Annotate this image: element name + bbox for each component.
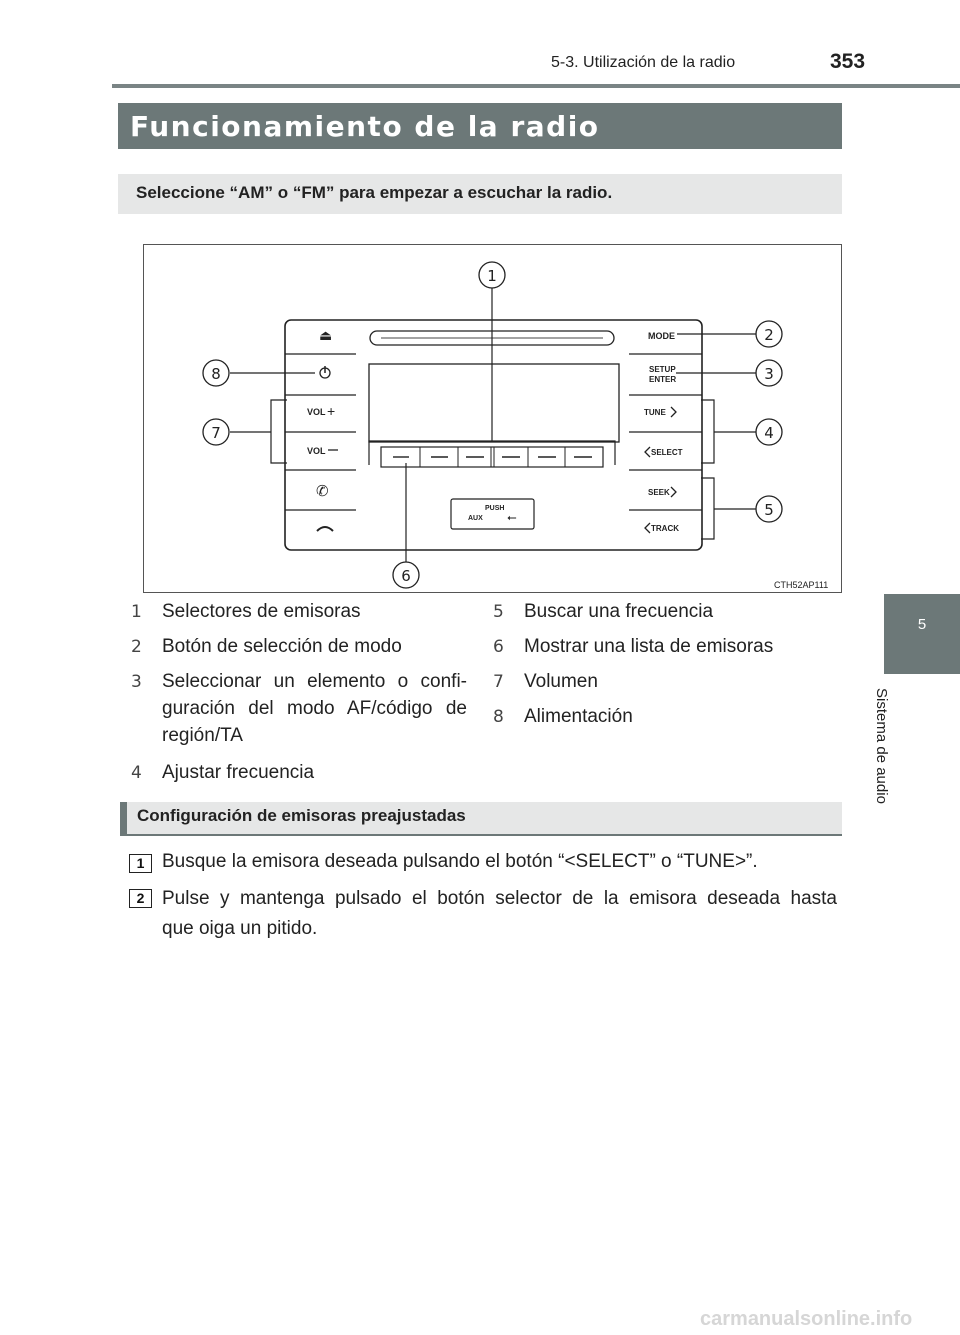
mode-button-label[interactable]: MODE	[648, 331, 675, 341]
chevron-left-icon	[645, 447, 650, 457]
legend-num: 7	[493, 672, 504, 692]
chapter-label-text: Sistema de audio	[873, 688, 890, 804]
legend-num: 4	[131, 763, 142, 783]
seek-button-label[interactable]: SEEK	[648, 488, 670, 497]
page-title: Funcionamiento de la radio	[130, 110, 600, 143]
callout-8: 8	[211, 365, 221, 383]
hang-up-icon[interactable]	[317, 527, 333, 531]
tune-button-label[interactable]: TUNE	[644, 408, 666, 417]
legend-item: Buscar una frecuencia	[524, 601, 714, 622]
running-header: 5-3. Utilización de la radio	[551, 54, 736, 71]
chevron-right-icon	[671, 487, 676, 497]
legend-num: 2	[131, 637, 142, 657]
legend-item: Botón de selección de modo	[162, 636, 402, 657]
radio-figure	[143, 244, 842, 593]
vol-up-label[interactable]: VOL	[307, 407, 326, 417]
legend-item: Selectores de emisoras	[162, 601, 361, 622]
preset-buttons[interactable]	[381, 447, 603, 467]
step-number: 1	[129, 854, 152, 873]
section-bar-accent	[120, 802, 127, 834]
callout-3: 3	[764, 365, 774, 383]
header-rule	[112, 84, 960, 88]
eject-icon[interactable]: ⏏	[319, 327, 333, 343]
legend-item: Volumen	[524, 671, 598, 692]
legend-num: 1	[131, 602, 142, 622]
track-button-label[interactable]: TRACK	[651, 524, 679, 533]
legend-item: Mostrar una lista de emisoras	[524, 636, 774, 657]
legend-num: 8	[493, 707, 504, 727]
usb-icon: ⭠	[507, 510, 517, 524]
phone-icon[interactable]: ✆	[316, 483, 329, 500]
callout-1: 1	[487, 267, 497, 285]
chevron-right-icon	[671, 407, 676, 417]
chevron-left-icon	[645, 523, 650, 533]
aux-usb-port[interactable]	[451, 499, 534, 529]
legend-item-line: Seleccionar un elemento o confi-	[162, 671, 467, 692]
display-screen	[369, 364, 619, 442]
select-button-label[interactable]: SELECT	[651, 448, 683, 457]
legend-num: 5	[493, 602, 504, 622]
legend-item: Ajustar frecuencia	[162, 762, 315, 783]
setup-label[interactable]: SETUP	[649, 365, 676, 374]
intro-text: Seleccione “AM” o “FM” para empezar a escuchar la radio.	[136, 183, 613, 202]
step-text: Busque la emisora deseada pulsando el botón “<SELECT” o “TUNE>”.	[162, 851, 758, 872]
legend-num: 6	[493, 637, 504, 657]
callout-6: 6	[401, 567, 411, 585]
step-number: 2	[129, 889, 152, 908]
enter-label[interactable]: ENTER	[649, 375, 677, 384]
legend-item-line: región/TA	[162, 725, 243, 746]
chapter-label	[873, 688, 902, 823]
aux-label: AUX	[468, 515, 483, 522]
page-number: 353	[830, 50, 866, 73]
plus-icon: +	[327, 403, 336, 419]
vol-down-label[interactable]: VOL	[307, 446, 326, 456]
push-label: PUSH	[485, 505, 505, 512]
step-text: que oiga un pitido.	[162, 918, 318, 939]
callout-5: 5	[764, 501, 774, 519]
callout-2: 2	[764, 326, 774, 344]
section-title: Configuración de emisoras preajustadas	[137, 806, 466, 825]
step-text: Pulse y mantenga pulsado el botón selector de la emisora deseada hasta	[162, 888, 837, 909]
legend-num: 3	[131, 672, 142, 692]
legend-item: Alimentación	[524, 706, 633, 727]
callout-4: 4	[764, 424, 774, 442]
callout-7: 7	[211, 424, 221, 442]
radio-panel-illustration	[144, 245, 841, 592]
legend-item-line: guración del modo AF/código de	[162, 698, 467, 719]
watermark: carmanualsonline.info	[700, 1308, 913, 1330]
chapter-tab: 5	[884, 594, 960, 674]
figure-code: CTH52AP111	[774, 580, 829, 590]
